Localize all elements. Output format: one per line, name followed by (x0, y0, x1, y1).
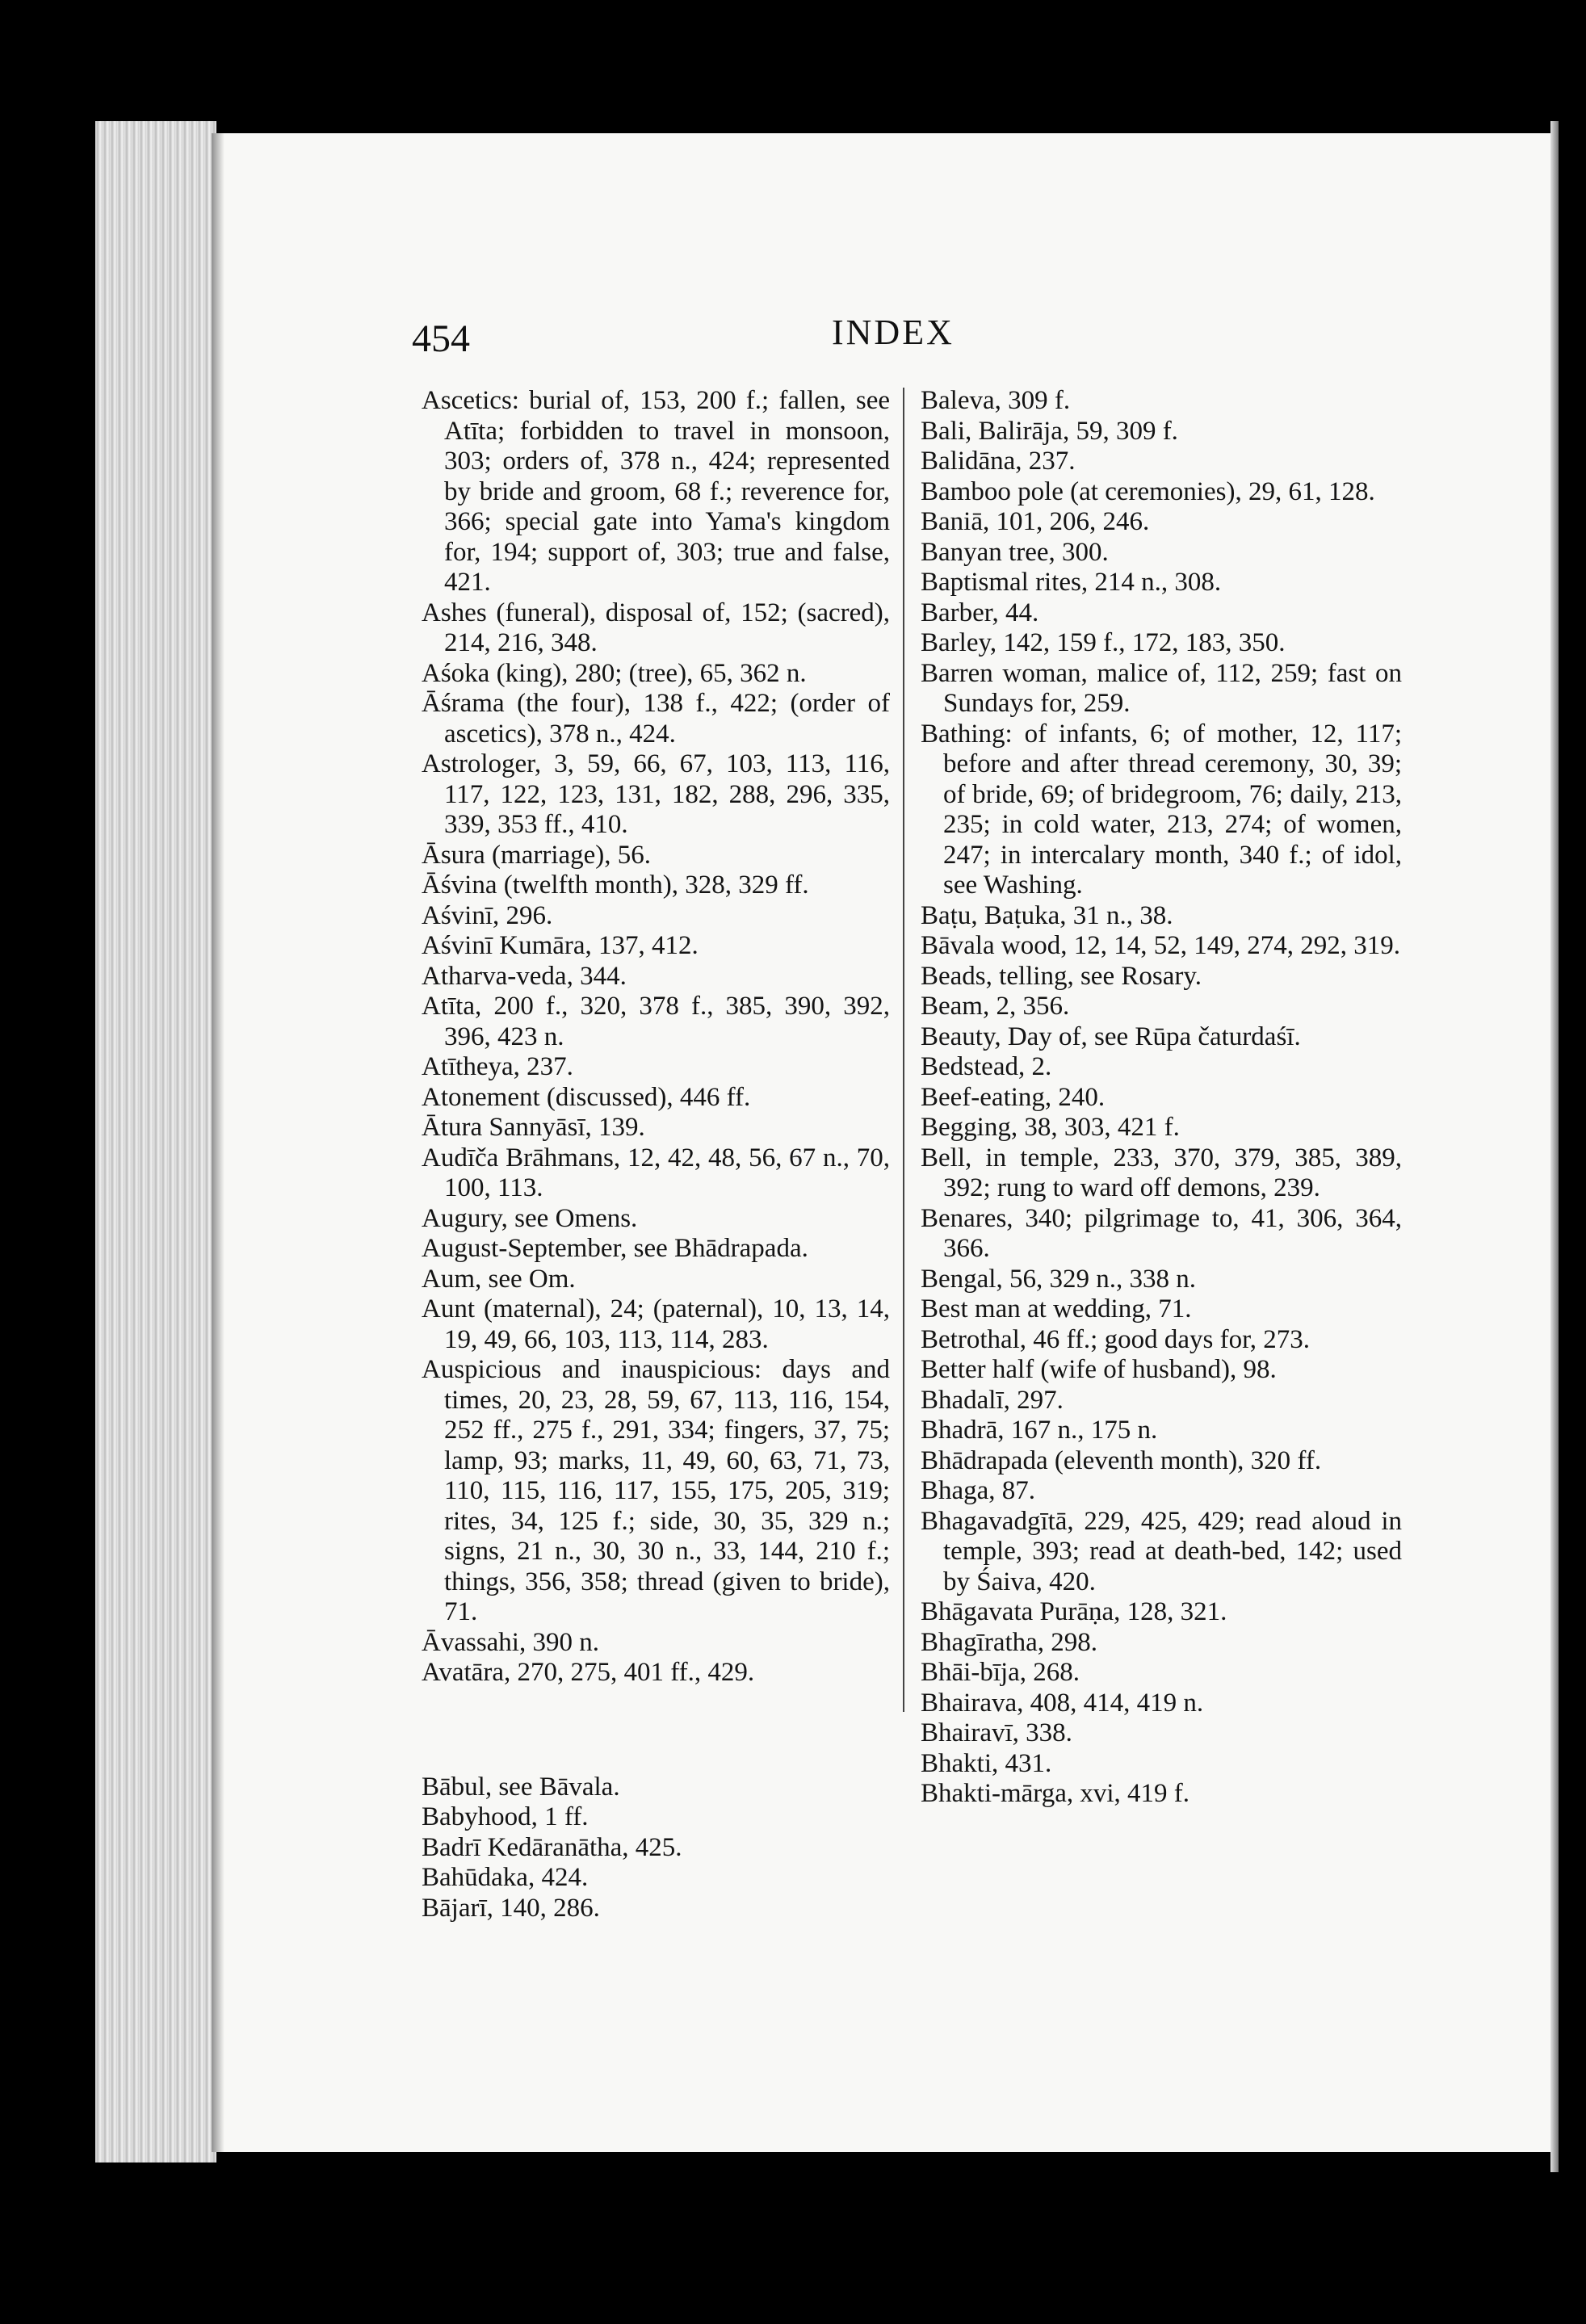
index-entry: August-September, see Bhādrapada. (422, 1234, 808, 1263)
index-entry: Better half (wife of husband), 98. (921, 1355, 1277, 1384)
index-entry: Bājarī, 140, 286. (422, 1893, 600, 1923)
index-entry: Āśrama (the four), 138 f., 422; (order of ascetics), 378 n., 424. (422, 689, 890, 749)
index-entry: Bhāgavata Purāṇa, 128, 321. (921, 1597, 1227, 1626)
index-entry: Bhādrapada (eleventh month), 320 ff. (921, 1445, 1322, 1475)
index-entry: Bell, in temple, 233, 370, 379, 385, 389, 392; rung to ward off demons, 239. (921, 1143, 1402, 1202)
entry-gap (422, 1715, 890, 1746)
index-entry: Āśvina (twelfth month), 328, 329 ff. (422, 870, 809, 900)
column-rule (903, 388, 904, 1712)
index-entry: Bahūdaka, 424. (422, 1863, 589, 1892)
index-entry: Bhakti-mārga, xvi, 419 f. (921, 1779, 1190, 1808)
index-entry: Baṭu, Baṭuka, 31 n., 38. (921, 900, 1173, 930)
index-entry: Bali, Balirāja, 59, 309 f. (921, 416, 1178, 446)
index-entry: Aunt (maternal), 24; (paternal), 10, 13, 14, 19, 49, 66, 103, 113, 114, 283. (422, 1294, 890, 1354)
index-entry: Baptismal rites, 214 n., 308. (921, 568, 1222, 597)
gutter-shadow (212, 133, 224, 2152)
index-entry: Bhakti, 431. (921, 1748, 1052, 1778)
index-entry: Barren woman, malice of, 112, 259; fast on Sundays for, 259. (921, 658, 1402, 718)
index-entry: Bābul, see Bāvala. (422, 1772, 620, 1802)
index-entry: Bhairavī, 338. (921, 1718, 1072, 1747)
index-entry: Bhāi-bīja, 268. (921, 1658, 1080, 1687)
page-number: 454 (412, 317, 470, 360)
index-entry: Āsura (marriage), 56. (422, 840, 652, 870)
facing-page-edge (1550, 121, 1559, 2172)
index-entry: Avatāra, 270, 275, 401 ff., 429. (422, 1658, 755, 1687)
index-entry: Audīča Brāhmans, 12, 42, 48, 56, 67 n., 70, 100, 113. (422, 1143, 890, 1202)
index-entry: Astrologer, 3, 59, 66, 67, 103, 113, 116, 117, 122, 123, 131, 182, 288, 296, 335, 339, 353 ff., 410. (422, 749, 890, 839)
index-column-left (422, 386, 890, 1923)
index-entry: Begging, 38, 303, 421 f. (921, 1113, 1180, 1142)
index-entry: Atharva-veda, 344. (422, 961, 627, 991)
index-entry: Aśoka (king), 280; (tree), 65, 362 n. (422, 658, 807, 688)
index-entry: Barley, 142, 159 f., 172, 183, 350. (921, 628, 1286, 657)
index-column-right (921, 386, 1402, 1810)
index-entry: Barber, 44. (921, 598, 1039, 627)
index-entry: Ashes (funeral), disposal of, 152; (sacred), 214, 216, 348. (422, 598, 890, 657)
index-entry: Bhaga, 87. (921, 1476, 1036, 1505)
index-entry: Aum, see Om. (422, 1264, 576, 1294)
index-entry: Ātura Sannyāsī, 139. (422, 1113, 645, 1142)
index-entry: Āvassahi, 390 n. (422, 1627, 599, 1657)
index-entry: Best man at wedding, 71. (921, 1294, 1192, 1324)
running-head: INDEX (832, 313, 955, 352)
index-entry: Bamboo pole (at ceremonies), 29, 61, 128. (921, 476, 1375, 506)
index-entry: Bengal, 56, 329 n., 338 n. (921, 1264, 1196, 1294)
index-entry: Balidāna, 237. (921, 447, 1076, 476)
index-entry: Aśvinī Kumāra, 137, 412. (422, 931, 699, 960)
index-entry: Badrī Kedāranātha, 425. (422, 1832, 682, 1862)
index-entry: Bedstead, 2. (921, 1052, 1052, 1081)
index-entry: Auspicious and inauspicious: days and times, 20, 23, 28, 59, 67, 113, 116, 154, 252 ff., 275 f., 291, 334; fingers, 37, 75; lamp, 93; marks, 11, 49, 60, 63, 71, 73, 110, 115, 116, 117, 155, 175, 205, 319; rites, 34, 125 f.; side, 30, 35, 329 n.; signs, 21 n., 30, 30 n., 33, 144, 210 f.; things, 356, 358; thread (given to bride), 71. (422, 1355, 890, 1626)
index-entry: Babyhood, 1 ff. (422, 1802, 589, 1831)
index-entry: Bhagavadgītā, 229, 425, 429; read aloud in temple, 393; read at death-bed, 142; used by Śaiva, 420. (921, 1506, 1402, 1596)
index-entry: Ascetics: burial of, 153, 200 f.; fallen, see Atīta; forbidden to travel in monsoon, 303; orders of, 378 n., 424; represented by bride and groom, 68 f.; reverence for, 366; special gate into Yama's kingdom for, 194; support of, 303; true and false, 421. (422, 386, 890, 597)
index-entry: Bāvala wood, 12, 14, 52, 149, 274, 292, 319. (921, 931, 1400, 960)
index-entry: Augury, see Omens. (422, 1203, 638, 1233)
index-entry: Baniā, 101, 206, 246. (921, 507, 1150, 536)
index-entry: Beauty, Day of, see Rūpa čaturdaśī. (921, 1021, 1301, 1051)
index-entry: Bathing: of infants, 6; of mother, 12, 117; before and after thread ceremony, 30, 39; of bride, 69; of bridegroom, 76; daily, 213, 235; in cold water, 213, 274; of women, 247; in intercalary month, 340 f.; of idol, see Washing. (921, 719, 1402, 900)
index-entry: Beads, telling, see Rosary. (921, 961, 1202, 991)
index-entry: Atīta, 200 f., 320, 378 f., 385, 390, 392, 396, 423 n. (422, 992, 890, 1051)
index-entry: Beam, 2, 356. (921, 992, 1070, 1021)
index-entry: Baleva, 309 f. (921, 386, 1071, 415)
index-entry: Bhadrā, 167 n., 175 n. (921, 1416, 1158, 1445)
index-entry: Betrothal, 46 ff.; good days for, 273. (921, 1324, 1310, 1354)
book-page-edges (95, 121, 216, 2162)
index-entry: Bhadalī, 297. (921, 1385, 1064, 1415)
index-entry: Beef-eating, 240. (921, 1082, 1106, 1112)
index-entry: Banyan tree, 300. (921, 537, 1109, 567)
index-entry: Bhagīratha, 298. (921, 1627, 1098, 1657)
index-entry: Atonement (discussed), 446 ff. (422, 1082, 751, 1112)
index-entry: Bhairava, 408, 414, 419 n. (921, 1688, 1204, 1718)
index-entry: Benares, 340; pilgrimage to, 41, 306, 364, 366. (921, 1203, 1402, 1263)
index-entry: Atītheya, 237. (422, 1052, 573, 1081)
index-entry: Aśvinī, 296. (422, 900, 553, 930)
